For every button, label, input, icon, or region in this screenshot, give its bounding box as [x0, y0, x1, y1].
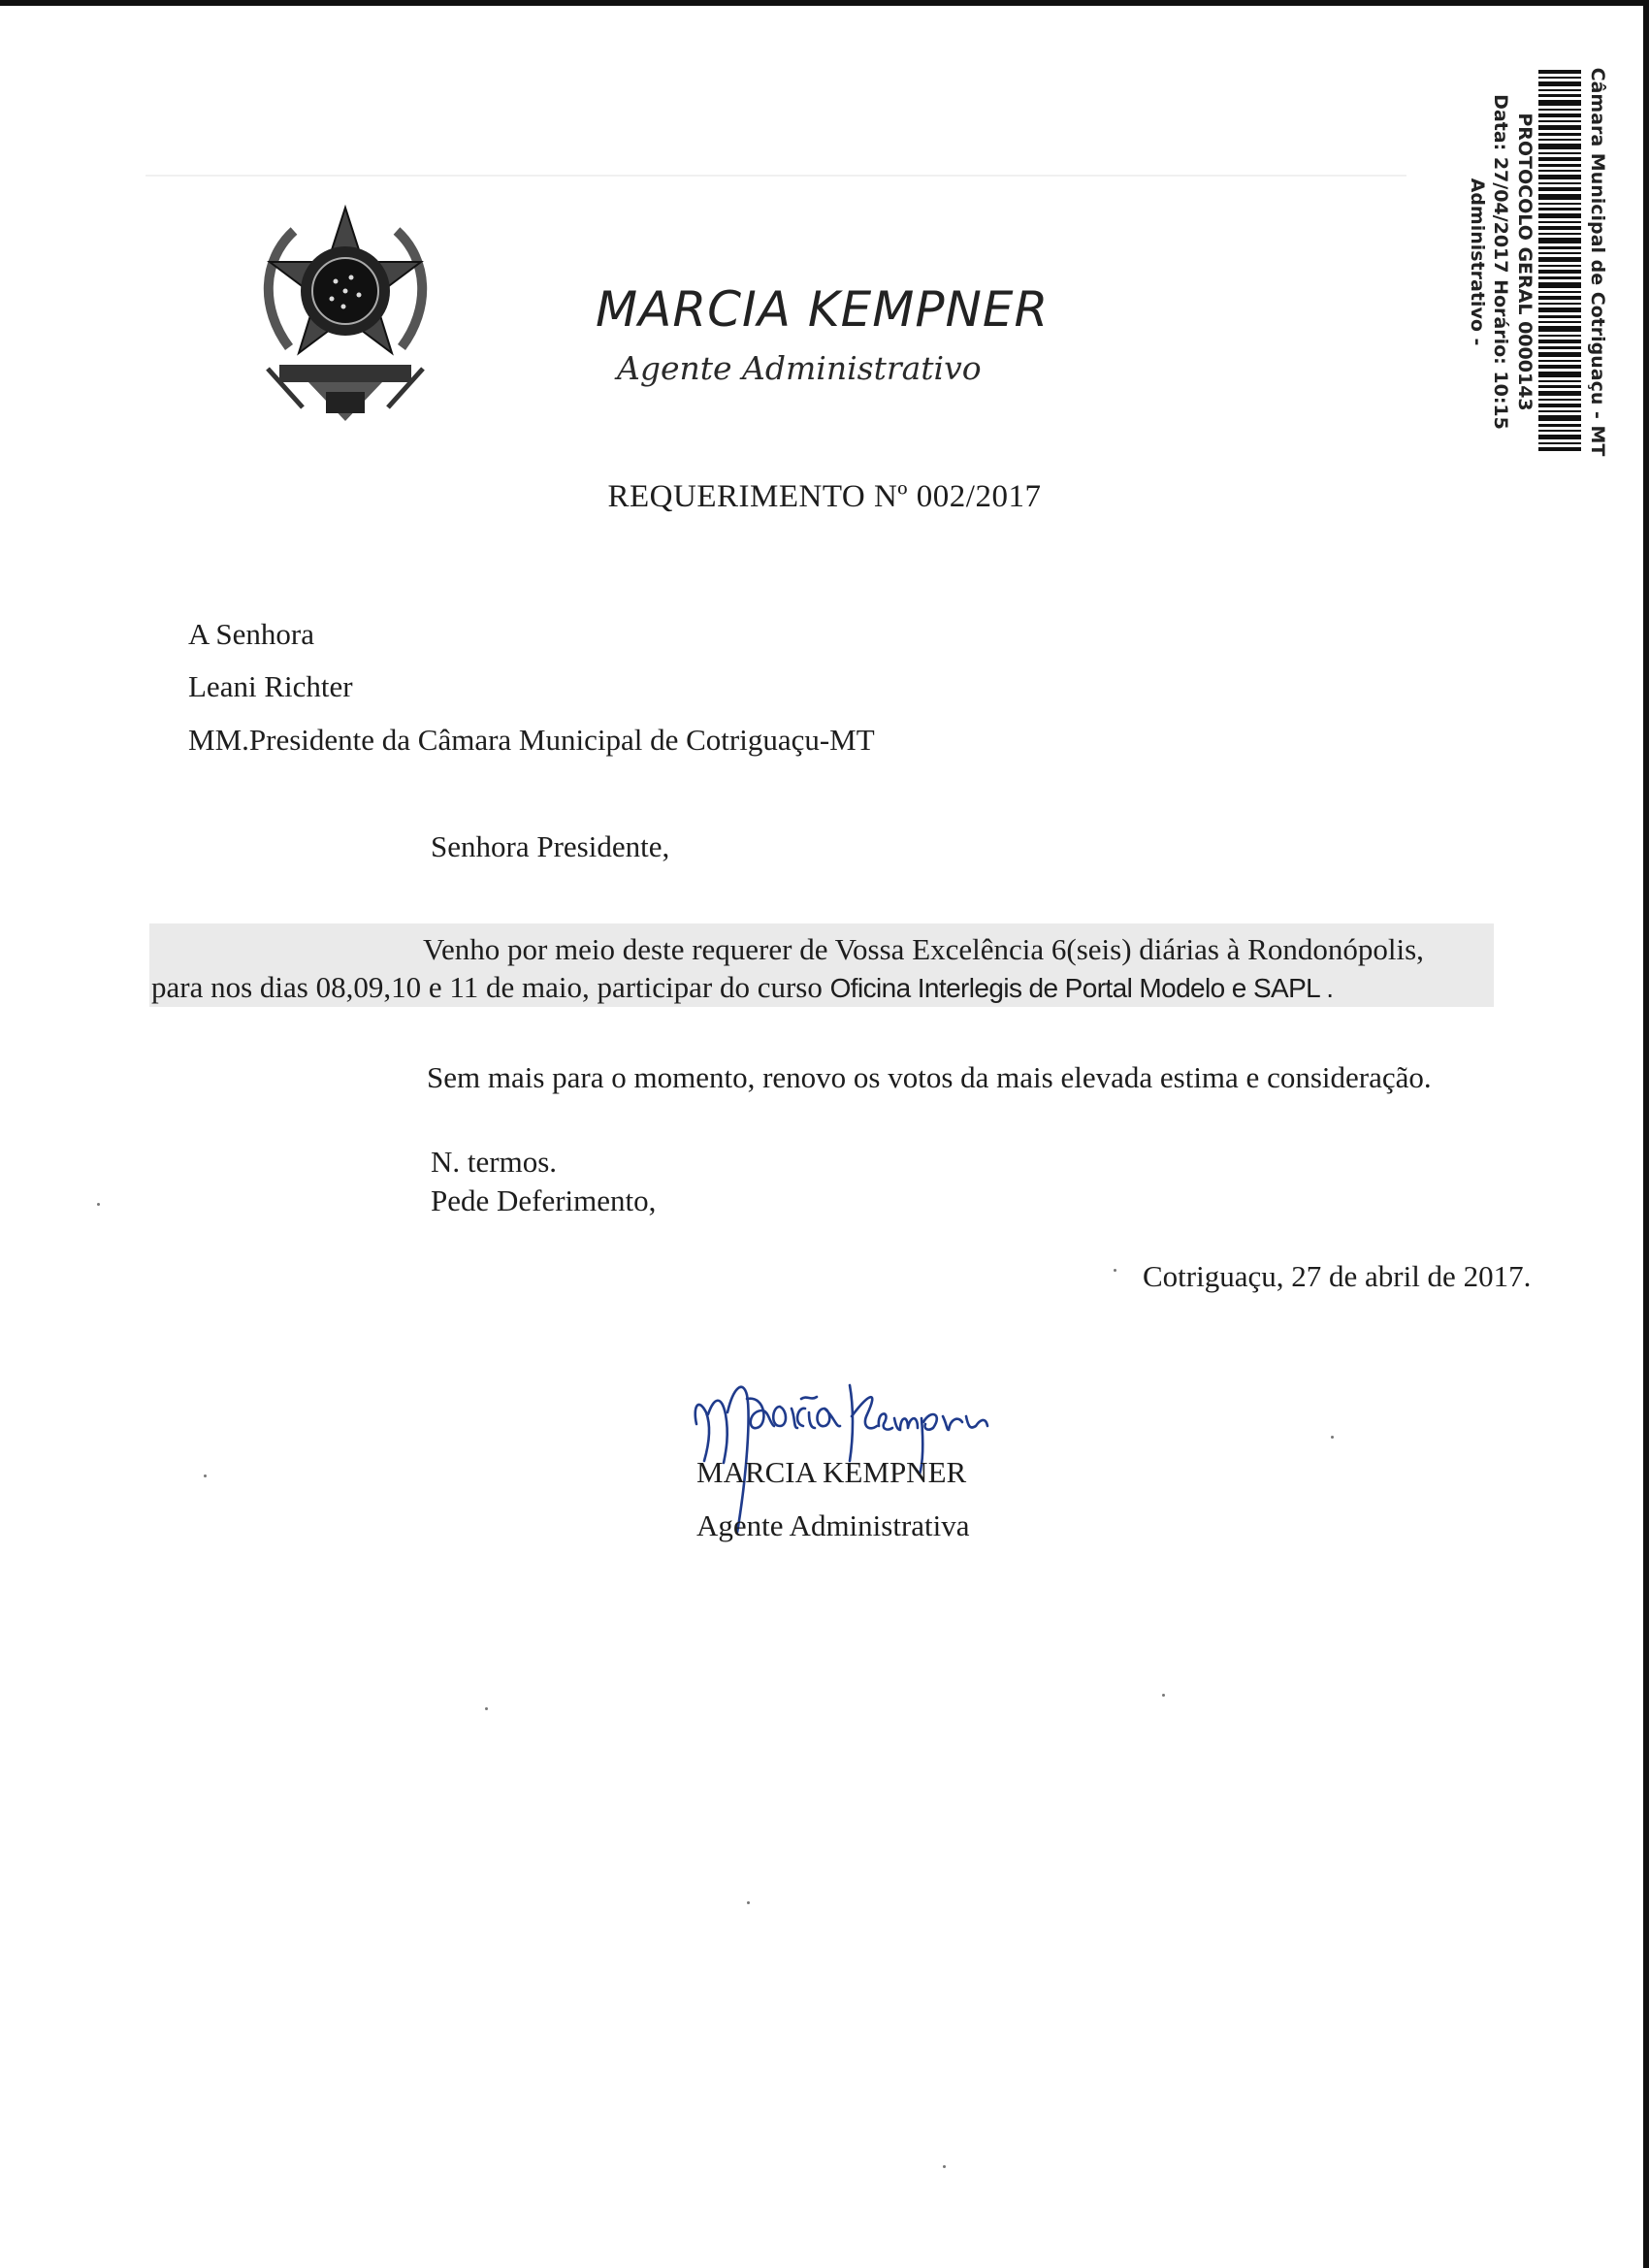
coat-of-arms-icon	[250, 202, 440, 427]
scan-speck	[1331, 1436, 1334, 1439]
place-date: Cotriguaçu, 27 de abril de 2017.	[1143, 1259, 1532, 1293]
scan-speck	[1114, 1269, 1116, 1272]
document-title: REQUERIMENTO Nº 002/2017	[607, 479, 1042, 514]
addressee-line-3: MM.Presidente da Câmara Municipal de Cotriguaçu-MT	[188, 723, 875, 757]
closing-paragraph: Sem mais para o momento, renovo os votos da mais elevada estima e consideração.	[427, 1060, 1432, 1094]
scan-edge-right	[1643, 0, 1649, 2268]
addressee-line-2: Leani Richter	[188, 669, 353, 703]
addressee-line-1: A Senhora	[188, 617, 315, 651]
scan-speck	[1162, 1694, 1165, 1697]
protocol-stamp	[1453, 58, 1608, 466]
barcode-icon	[1538, 70, 1581, 454]
scan-speck	[485, 1707, 488, 1710]
letterhead-role: Agente Administrativo	[617, 349, 982, 387]
stamp-datetime: Data: 27/04/2017 Horário: 10:15	[1490, 94, 1511, 430]
request-paragraph-line-1: Venho por meio deste requerer de Vossa Excelência 6(seis) diárias à Rondonópolis,	[423, 932, 1424, 966]
stamp-department: Administrativo -	[1467, 178, 1488, 346]
request-paragraph-line-2	[151, 970, 1333, 1005]
request-paragraph-line-2-text: para nos dias 08,09,10 e 11 de maio, participar do curso	[151, 970, 830, 1004]
letterhead-name: MARCIA KEMPNER	[596, 281, 1050, 338]
course-name: Oficina Interlegis de Portal Modelo e SAPL .	[829, 973, 1334, 1003]
closing-formula-1: N. termos.	[431, 1145, 558, 1179]
scan-speck	[943, 2165, 946, 2168]
scan-artifact-line	[146, 175, 1406, 177]
scan-speck	[97, 1203, 100, 1206]
scan-speck	[747, 1901, 750, 1904]
signatory-name: MARCIA KEMPNER	[696, 1455, 967, 1489]
closing-formula-2: Pede Deferimento,	[431, 1183, 657, 1217]
scan-speck	[204, 1474, 207, 1477]
scan-edge-top	[0, 0, 1649, 6]
signatory-role: Agente Administrativa	[696, 1508, 970, 1542]
stamp-institution: Câmara Municipal de Cotriguaçu - MT	[1587, 67, 1608, 457]
stamp-protocol-number: PROTOCOLO GERAL 0000143	[1514, 113, 1536, 411]
salutation: Senhora Presidente,	[431, 829, 670, 863]
